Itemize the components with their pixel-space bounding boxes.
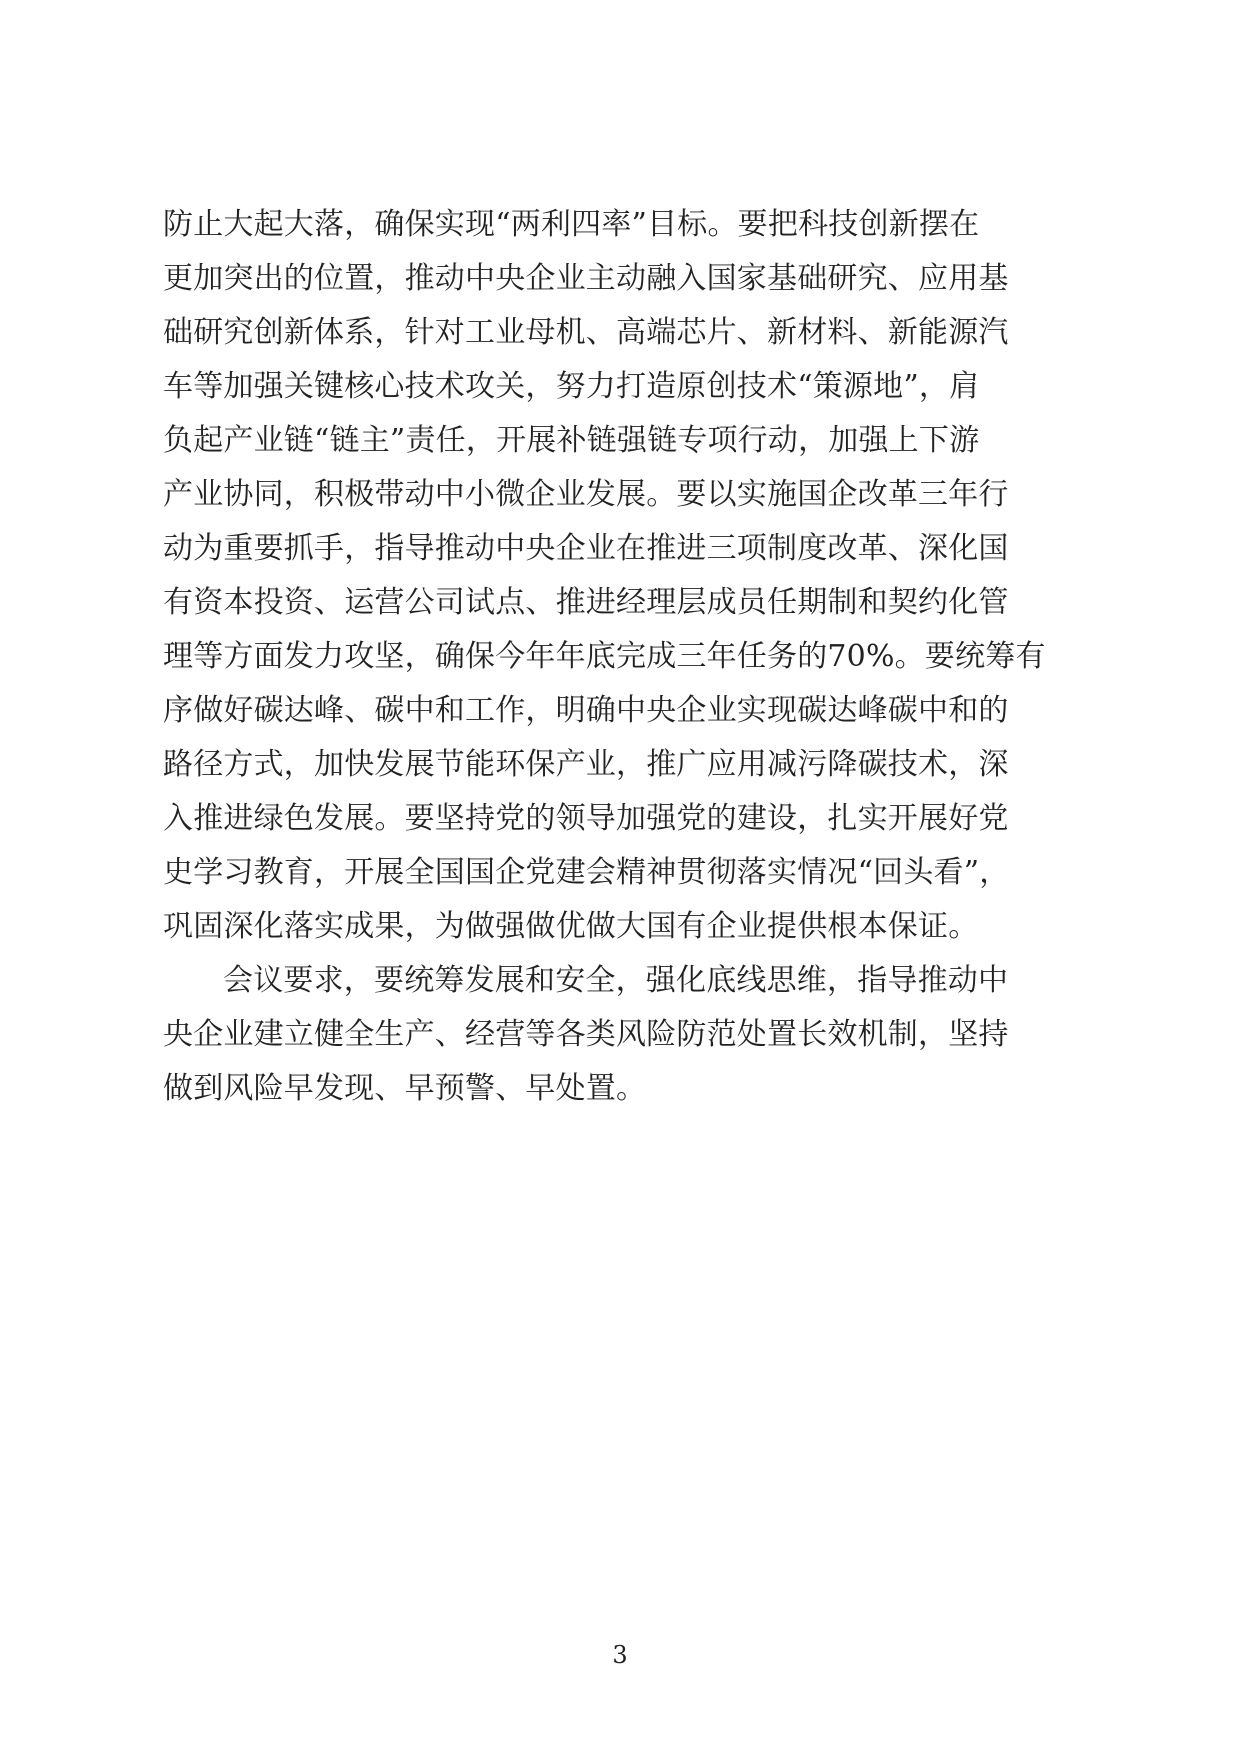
page-number: 3 bbox=[612, 1641, 628, 1669]
text-line: 序做好碳达峰、碳中和工作，明确中央企业实现碳达峰碳中和的 bbox=[163, 693, 1009, 728]
text-line: 央企业建立健全生产、经营等各类风险防范处置长效机制，坚持 bbox=[163, 1017, 1009, 1052]
text-line: 础研究创新体系，针对工业母机、高端芯片、新材料、新能源汽 bbox=[163, 315, 1009, 350]
text-line: 车等加强关键核心技术攻关，努力打造原创技术“策源地”，肩 bbox=[163, 369, 980, 404]
text-line: 产业协同，积极带动中小微企业发展。要以实施国企改革三年行 bbox=[163, 477, 1009, 512]
text-line: 防止大起大落，确保实现“两利四率”目标。要把科技创新摆在 bbox=[163, 207, 980, 242]
text-line: 理等方面发力攻坚，确保今年年底完成三年任务的70%。要统筹有 bbox=[163, 639, 1046, 674]
text-line: 路径方式，加快发展节能环保产业，推广应用减污降碳技术，深 bbox=[163, 747, 1009, 782]
text-line: 做到风险早发现、早预警、早处置。 bbox=[163, 1071, 647, 1106]
text-line: 动为重要抓手，指导推动中央企业在推进三项制度改革、深化国 bbox=[163, 531, 1009, 566]
text-line: 入推进绿色发展。要坚持党的领导加强党的建设，扎实开展好党 bbox=[163, 801, 1009, 836]
text-line: 负起产业链“链主”责任，开展补链强链专项行动，加强上下游 bbox=[163, 423, 980, 458]
text-line: 巩固深化落实成果，为做强做优做大国有企业提供根本保证。 bbox=[163, 909, 979, 944]
text-line: 更加突出的位置，推动中央企业主动融入国家基础研究、应用基 bbox=[163, 261, 1009, 296]
paragraph-first-line: 会议要求，要统筹发展和安全，强化底线思维，指导推动中 bbox=[223, 963, 1009, 998]
text-line: 史学习教育，开展全国国企党建会精神贯彻落实情况“回头看”， bbox=[163, 855, 1010, 890]
text-line: 有资本投资、运营公司试点、推进经理层成员任期制和契约化管 bbox=[163, 585, 1009, 620]
